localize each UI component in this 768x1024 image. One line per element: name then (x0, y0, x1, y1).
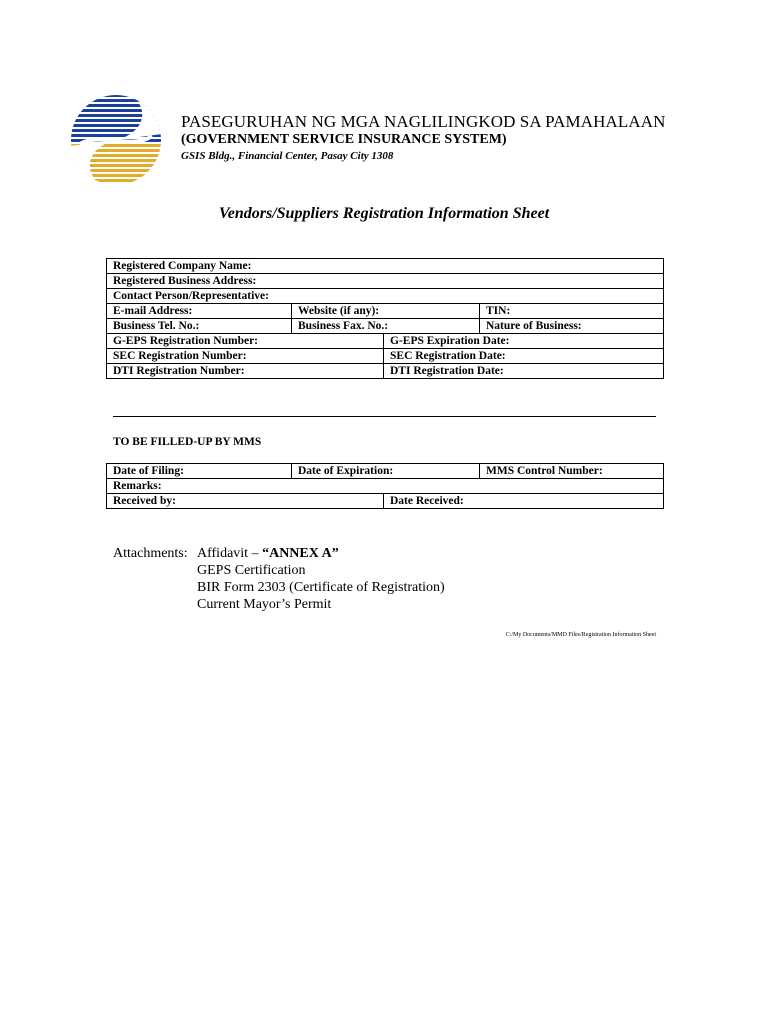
date-of-expiration-field[interactable]: Date of Expiration: (292, 464, 480, 479)
tin-field[interactable]: TIN: (480, 304, 664, 319)
table-row (107, 494, 664, 509)
attachment-item (197, 545, 339, 562)
registered-business-address-field[interactable]: Registered Business Address: (107, 274, 664, 289)
sec-registration-date-field[interactable]: SEC Registration Date: (384, 349, 664, 364)
business-fax-field[interactable]: Business Fax. No.: (292, 319, 480, 334)
website-field[interactable]: Website (if any): (292, 304, 480, 319)
table-row (107, 364, 664, 379)
table-row (107, 464, 664, 479)
table-row (107, 259, 664, 274)
table-row (107, 289, 664, 304)
date-received-field[interactable]: Date Received: (384, 494, 664, 509)
attachments-label: Attachments: (113, 546, 188, 561)
attachment-item: BIR Form 2303 (Certificate of Registration) (197, 580, 445, 595)
contact-person-field[interactable]: Contact Person/Representative: (107, 289, 664, 304)
geps-expiration-date-field[interactable]: G-EPS Expiration Date: (384, 334, 664, 349)
registered-company-name-field[interactable]: Registered Company Name: (107, 259, 664, 274)
footer-file-path: C:/My Documents/MMD Files/Registration Information Sheet (505, 632, 656, 638)
business-tel-field[interactable]: Business Tel. No.: (107, 319, 292, 334)
table-row (107, 304, 664, 319)
form-title: Vendors/Suppliers Registration Information Sheet (218, 205, 550, 222)
date-of-filing-field[interactable]: Date of Filing: (107, 464, 292, 479)
email-address-field[interactable]: E-mail Address: (107, 304, 292, 319)
section-divider (113, 416, 656, 417)
received-by-field[interactable]: Received by: (107, 494, 384, 509)
gsis-logo (70, 94, 162, 186)
table-row (107, 319, 664, 334)
org-name: PASEGURUHAN NG MGA NAGLILINGKOD SA PAMAHALAAN (181, 112, 666, 131)
nature-of-business-field[interactable]: Nature of Business: (480, 319, 664, 334)
attachment-item: Current Mayor’s Permit (197, 597, 332, 612)
mms-table (106, 463, 664, 509)
sec-registration-number-field[interactable]: SEC Registration Number: (107, 349, 384, 364)
dti-registration-date-field[interactable]: DTI Registration Date: (384, 364, 664, 379)
dti-registration-number-field[interactable]: DTI Registration Number: (107, 364, 384, 379)
org-english-name: (GOVERNMENT SERVICE INSURANCE SYSTEM) (181, 132, 507, 147)
table-row (107, 334, 664, 349)
table-row (107, 349, 664, 364)
table-row (107, 479, 664, 494)
remarks-field[interactable]: Remarks: (107, 479, 664, 494)
table-row (107, 274, 664, 289)
annex-a-label: “ANNEX A” (262, 546, 339, 561)
mms-section-heading: TO BE FILLED-UP BY MMS (113, 436, 262, 448)
org-address: GSIS Bldg., Financial Center, Pasay City 1308 (181, 150, 394, 162)
attachment-text: Affidavit – (197, 546, 263, 561)
mms-control-number-field[interactable]: MMS Control Number: (480, 464, 664, 479)
vendor-info-table (106, 258, 664, 379)
attachment-item: GEPS Certification (197, 563, 306, 578)
geps-registration-number-field[interactable]: G-EPS Registration Number: (107, 334, 384, 349)
